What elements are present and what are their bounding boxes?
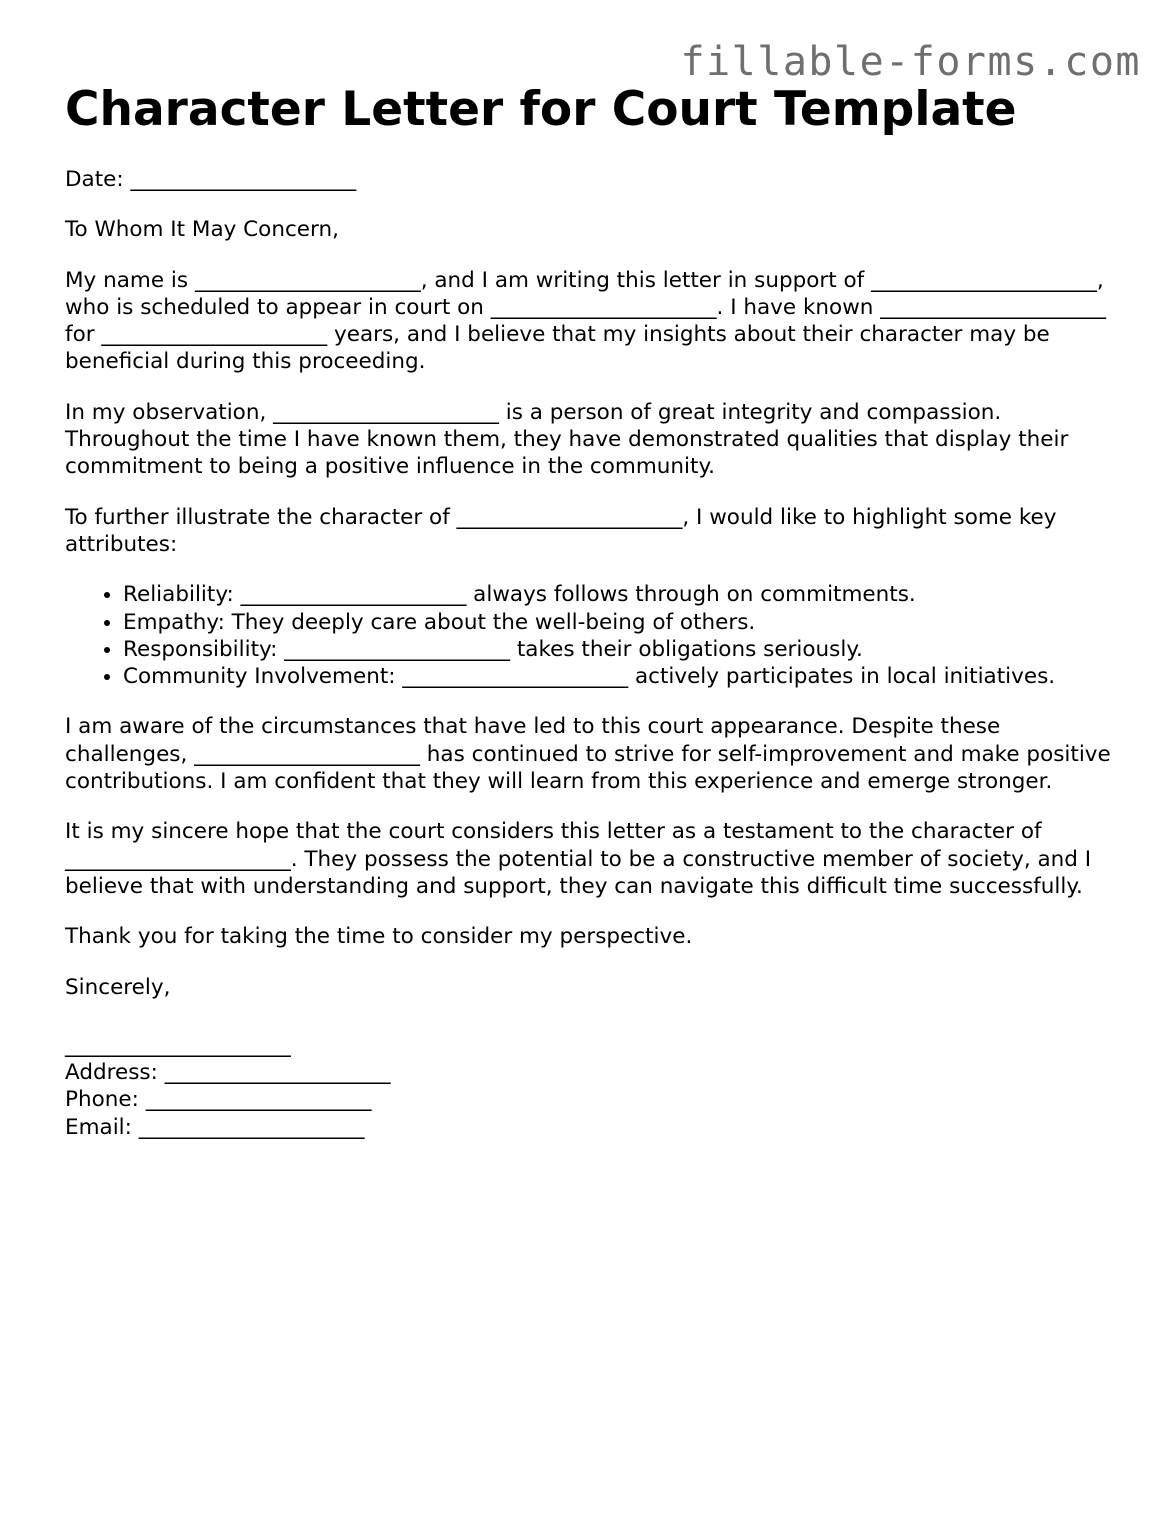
circumstances-name-field[interactable]: _____________________ <box>194 741 420 767</box>
letter-body <box>65 166 1125 1141</box>
responsibility-label: Responsibility: <box>123 636 278 662</box>
email-line <box>65 1114 1125 1141</box>
address-field[interactable]: _____________________ <box>164 1060 391 1086</box>
watermark: fillable-forms.com <box>680 39 1141 85</box>
empathy-text: Empathy: They deeply care about the well-being of others. <box>123 609 756 635</box>
p2-text-a: In my observation, <box>65 399 267 425</box>
phone-field[interactable]: _____________________ <box>145 1087 372 1113</box>
p3-text-b: , I would like to highlight some key attributes: <box>65 504 1057 557</box>
circumstances-paragraph <box>65 713 1125 795</box>
address-label: Address: <box>65 1060 158 1086</box>
p1-text-b: , and I am writing this letter in support of <box>420 267 865 293</box>
known-name-field[interactable]: _____________________ <box>880 294 1106 320</box>
subject-name-field[interactable]: _____________________ <box>871 267 1097 293</box>
p2-text-b: is a person of great integrity and compassion. Throughout the time I have known them, they have demonstrated qualities that display their commitment to being a positive influence in the community. <box>65 399 1069 480</box>
p1-text-c: , who is scheduled to appear in court on <box>65 267 1104 320</box>
page-title: Character Letter for Court Template <box>65 82 1017 137</box>
p1-text-f: years, and I believe that my insights about their character may be beneficial during this proceeding. <box>65 322 1050 375</box>
community-name-field[interactable]: _____________________ <box>402 664 629 690</box>
email-label: Email: <box>65 1114 132 1140</box>
p4-text-a: I am aware of the circumstances that have led to this court appearance. Despite these challenges, <box>65 714 1001 767</box>
list-item-empathy <box>123 609 1125 636</box>
list-item-reliability <box>123 581 1125 608</box>
observation-name-field[interactable]: _____________________ <box>273 399 499 425</box>
phone-line <box>65 1086 1125 1113</box>
p5-text-a: It is my sincere hope that the court considers this letter as a testament to the character of <box>65 819 1042 845</box>
signature-block <box>65 1032 1125 1141</box>
address-line <box>65 1059 1125 1086</box>
p3-text-a: To further illustrate the character of <box>65 504 450 530</box>
p1-text-a: My name is <box>65 267 189 293</box>
community-label: Community Involvement: <box>123 664 396 690</box>
list-item-responsibility <box>123 636 1125 663</box>
responsibility-name-field[interactable]: _____________________ <box>284 636 510 662</box>
email-field[interactable]: _____________________ <box>138 1114 365 1140</box>
signature-field[interactable]: _____________________ <box>65 1032 291 1058</box>
reliability-text: always follows through on commitments. <box>473 582 916 608</box>
list-item-community <box>123 663 1125 690</box>
p4-text-b: has continued to strive for self-improvement and make positive contributions. I am confident that they will learn from this experience and emerge stronger. <box>65 741 1111 795</box>
intro-paragraph <box>65 267 1125 376</box>
date-label: Date: <box>65 167 124 192</box>
illustrate-paragraph <box>65 504 1125 559</box>
attributes-list <box>65 581 1125 690</box>
date-field[interactable]: _____________________ <box>130 167 357 192</box>
court-date-field[interactable]: _____________________ <box>490 294 717 320</box>
phone-label: Phone: <box>65 1087 139 1113</box>
hope-name-field[interactable]: _____________________ <box>65 846 291 872</box>
p5-text-b: . They possess the potential to be a constructive member of society, and I believe that with understanding and support, they can navigate this difficult time successfully. <box>65 846 1092 899</box>
hope-paragraph <box>65 818 1125 900</box>
writer-name-field[interactable]: _____________________ <box>194 267 421 293</box>
p1-text-d: . I have known <box>716 294 874 320</box>
community-text: actively participates in local initiatives. <box>634 664 1056 690</box>
letter-page <box>65 78 1125 1141</box>
observation-paragraph <box>65 399 1125 481</box>
date-line <box>65 166 1125 193</box>
thanks-line: Thank you for taking the time to consider my perspective. <box>65 924 693 950</box>
closing-line: Sincerely, <box>65 974 171 1000</box>
responsibility-text: takes their obligations seriously. <box>516 636 863 662</box>
illustrate-name-field[interactable]: _____________________ <box>456 504 683 530</box>
p1-text-e: for <box>65 322 95 348</box>
signature-line <box>65 1032 1125 1059</box>
reliability-name-field[interactable]: _____________________ <box>240 582 467 608</box>
reliability-label: Reliability: <box>123 582 234 608</box>
salutation: To Whom It May Concern, <box>65 217 339 243</box>
years-known-field[interactable]: _____________________ <box>101 322 328 348</box>
